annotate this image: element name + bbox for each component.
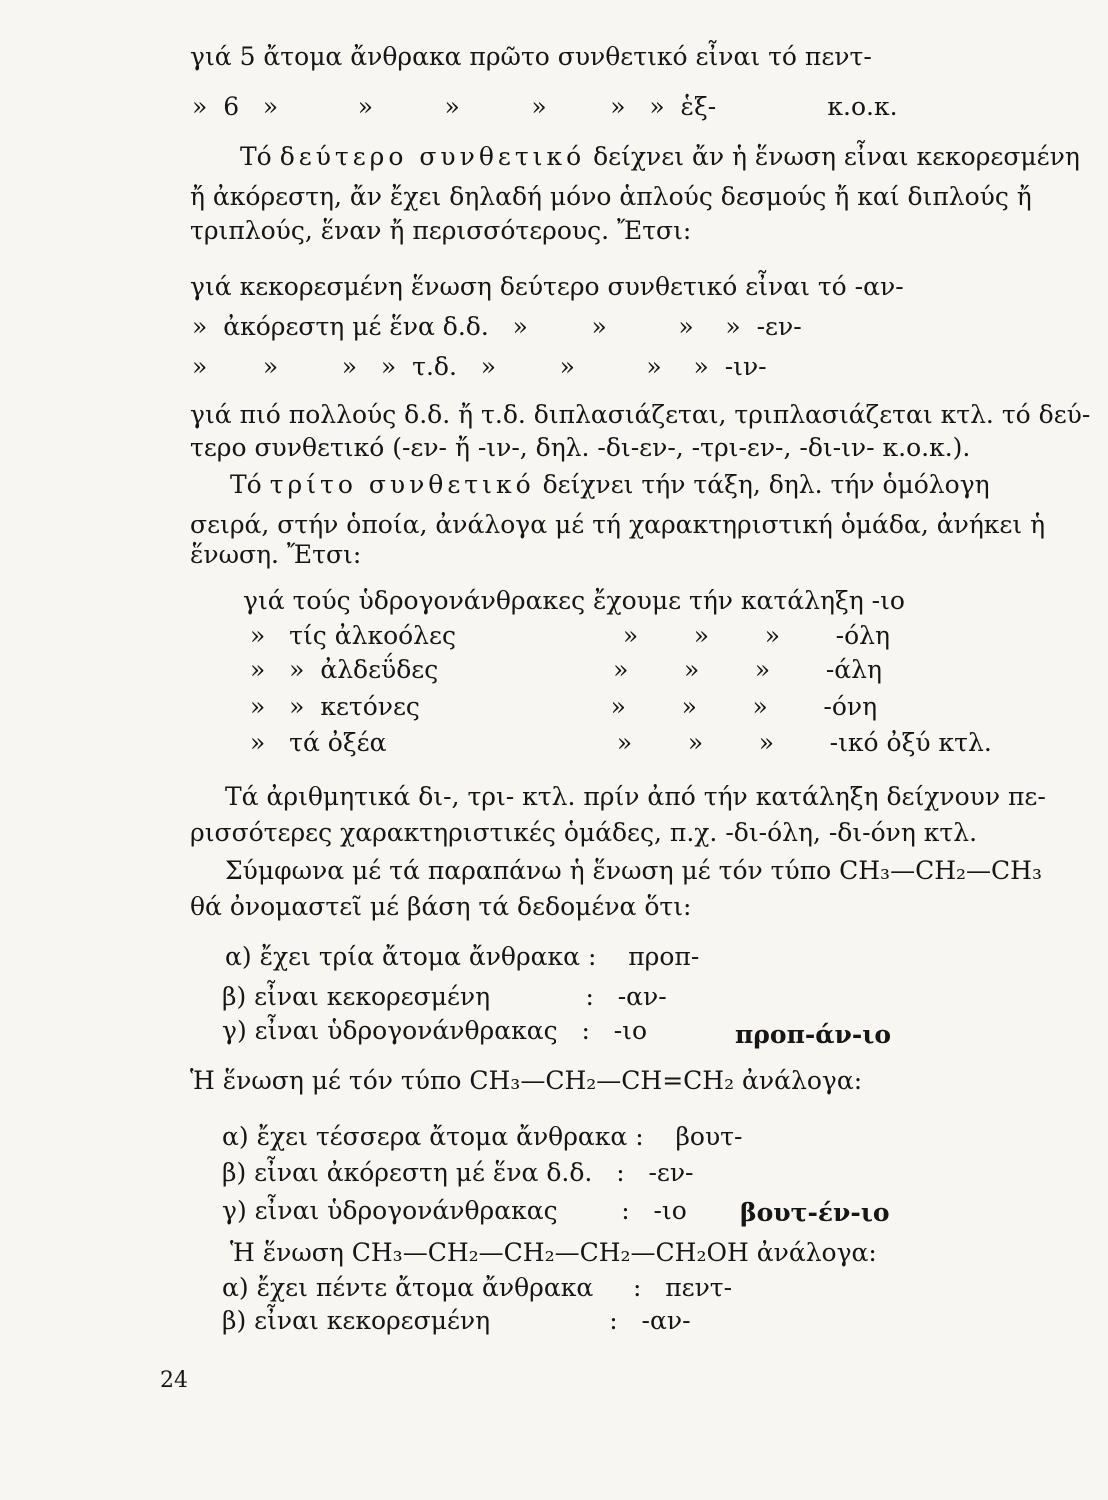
spaced-term: τρίτο συνθετικό [269,470,535,499]
text-line: » » » » τ.δ. » » » » -ιν- [192,352,767,381]
page-number: 24 [160,1368,188,1393]
text-line: Τά ἀριθμητικά δι-, τρι- κτλ. πρίν ἀπό τήν κατάληξη δείχνουν πε- [225,782,1046,811]
text-line: ἕνωση. Ἔτσι: [190,540,362,569]
lead-word: Τό [240,142,272,171]
text-line: » τά ὀξέα » » » -ικό ὀξύ κτλ. [250,728,992,757]
text-line: Σύμφωνα μέ τά παραπάνω ἡ ἕνωση μέ τόν τύπο CH₃—CH₂—CH₃ [225,856,1042,885]
line-rest: δείχνει τήν τάξη, δηλ. τήν ὁμόλογη [534,470,990,499]
text-line: ρισσότερες χαρακτηριστικές ὁμάδες, π.χ. -δι-όλη, -δι-όνη κτλ. [190,818,978,847]
line-rest: δείχνει ἄν ἡ ἕνωση εἶναι κεκορεσμένη [585,142,1080,171]
result-name: βουτ-έν-ιο [740,1198,890,1227]
text-line: » τίς ἀλκοόλες » » » -όλη [250,621,890,650]
spaced-term: δεύτερο συνθετικό [279,142,586,171]
lead-word: Τό [230,470,262,499]
text-line: α) ἔχει πέντε ἄτομα ἄνθρακα : πεντ- [222,1273,733,1302]
text-line: γιά κεκορεσμένη ἕνωση δεύτερο συνθετικό εἶναι τό -αν- [190,272,904,301]
paragraph-intro [240,142,1080,172]
text-line: ἤ ἀκόρεστη, ἄν ἔχει δηλαδή μόνο ἁπλούς δεσμούς ἤ καί διπλούς ἤ [190,182,1032,211]
text-line: γιά πιό πολλούς δ.δ. ἤ τ.δ. διπλασιάζεται, τριπλασιάζεται κτλ. τό δεύ- [190,400,1091,429]
text-line: α) ἔχει τέσσερα ἄτομα ἄνθρακα : βουτ- [222,1122,743,1151]
text-line: γ) εἶναι ὑδρογονάνθρακας : -ιο [222,1016,648,1045]
text-line: γιά τούς ὑδρογονάνθρακες ἔχουμε τήν κατάληξη -ιο [243,586,905,615]
result-name: προπ-άν-ιο [735,1020,892,1049]
text-line: β) εἶναι κεκορεσμένη : -αν- [222,1306,691,1335]
text-line: » » κετόνες » » » -όνη [250,692,878,721]
text-line: α) ἔχει τρία ἄτομα ἄνθρακα : προπ- [225,942,700,971]
paragraph-intro [230,470,990,500]
text-line: β) εἶναι ἀκόρεστη μέ ἕνα δ.δ. : -εν- [222,1158,694,1187]
text-line: τριπλούς, ἕναν ἤ περισσότερους. Ἔτσι: [190,216,692,245]
text-line: » ἀκόρεστη μέ ἕνα δ.δ. » » » » -εν- [192,312,802,341]
text-line: Ἡ ἕνωση CH₃—CH₂—CH₂—CH₂—CH₂OH ἀνάλογα: [230,1238,877,1267]
text-line: γιά 5 ἄτομα ἄνθρακα πρῶτο συνθετικό εἶναι τό πεντ- [190,42,872,71]
text-line: » » ἀλδεΰδες » » » -άλη [250,655,883,684]
text-line: » 6 » » » » » » ἑξ- κ.ο.κ. [192,92,898,121]
text-line: γ) εἶναι ὑδρογονάνθρακας : -ιο [222,1196,687,1225]
text-line: β) εἶναι κεκορεσμένη : -αν- [222,982,667,1011]
text-line: θά ὀνομαστεῖ μέ βάση τά δεδομένα ὅτι: [190,892,692,921]
text-line: τερο συνθετικό (-εν- ἤ -ιν-, δηλ. -δι-εν-, -τρι-εν-, -δι-ιν- κ.ο.κ.). [190,433,971,462]
text-line: σειρά, στήν ὁποία, ἀνάλογα μέ τή χαρακτηριστική ὁμάδα, ἀνήκει ἡ [190,510,1046,539]
text-line: Ἡ ἕνωση μέ τόν τύπο CH₃—CH₂—CH=CH₂ ἀνάλογα: [190,1066,863,1095]
